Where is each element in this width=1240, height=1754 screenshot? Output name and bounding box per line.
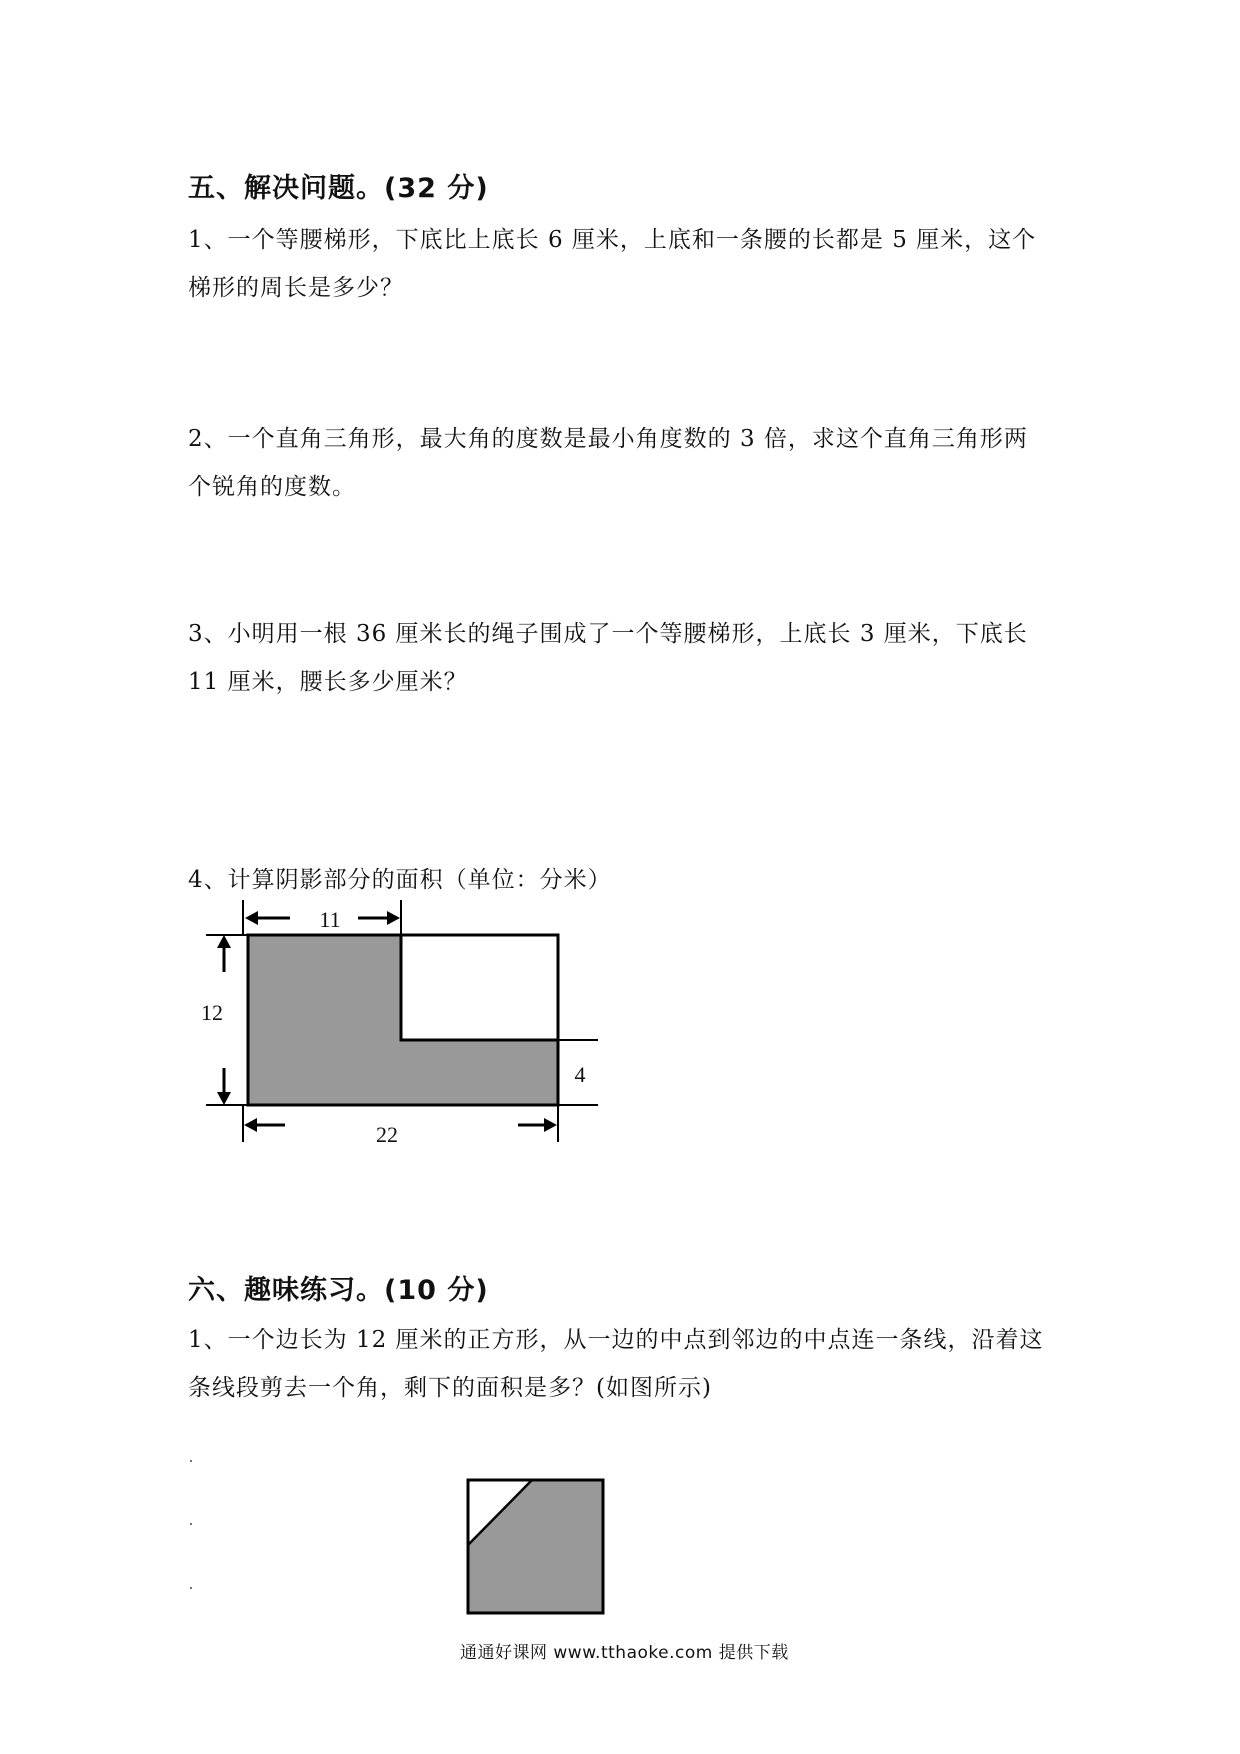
question-6-1-line2: 条线段剪去一个角，剩下的面积是多？(如图所示): [188, 1375, 712, 1401]
question-6-1-line1: 1、一个边长为 12 厘米的正方形，从一边的中点到邻边的中点连一条线，沿着这: [188, 1327, 1044, 1353]
section-six-title: 六、趣味练习。(10 分): [188, 1275, 489, 1306]
question-5-1-line1: 1、一个等腰梯形，下底比上底长 6 厘米，上底和一条腰的长都是 5 厘米，这个: [188, 227, 1037, 253]
margin-mark: [190, 1460, 192, 1462]
arrowhead-left-up: [217, 935, 231, 948]
margin-mark: [190, 1523, 192, 1525]
arrowhead-left-down: [217, 1092, 231, 1105]
question-6-1: [188, 1316, 1068, 1412]
question-5-1-line2: 梯形的周长是多少？: [188, 275, 404, 301]
question-5-4-line1: 4、计算阴影部分的面积（单位：分米）: [188, 867, 612, 893]
footer-watermark: 通通好课网 www.tthaoke.com 提供下载: [460, 1643, 789, 1663]
label-bottom: 22: [376, 1122, 398, 1147]
arrowhead-top-right: [387, 911, 400, 925]
label-top: 11: [319, 907, 341, 932]
question-5-2-line2: 个锐角的度数。: [188, 474, 356, 500]
outer-rectangle: [401, 935, 558, 1040]
arrowhead-bottom-right: [544, 1118, 557, 1132]
question-5-3-line2: 11 厘米，腰长多少厘米？: [188, 669, 468, 695]
arrowhead-top-left: [245, 911, 258, 925]
section-five-title: 五、解决问题。(32 分): [188, 173, 489, 204]
square-shaded-region: [468, 1480, 603, 1613]
arrowhead-bottom-left: [244, 1118, 257, 1132]
label-right: 4: [574, 1062, 586, 1087]
margin-mark: [190, 1587, 192, 1589]
shaded-region: [248, 935, 558, 1105]
question-5-3-line1: 3、小明用一根 36 厘米长的绳子围成了一个等腰梯形，上底长 3 厘米，下底长: [188, 621, 1028, 647]
question-5-2-line1: 2、一个直角三角形，最大角的度数是最小角度数的 3 倍，求这个直角三角形两: [188, 426, 1028, 452]
label-left: 12: [201, 1000, 223, 1025]
